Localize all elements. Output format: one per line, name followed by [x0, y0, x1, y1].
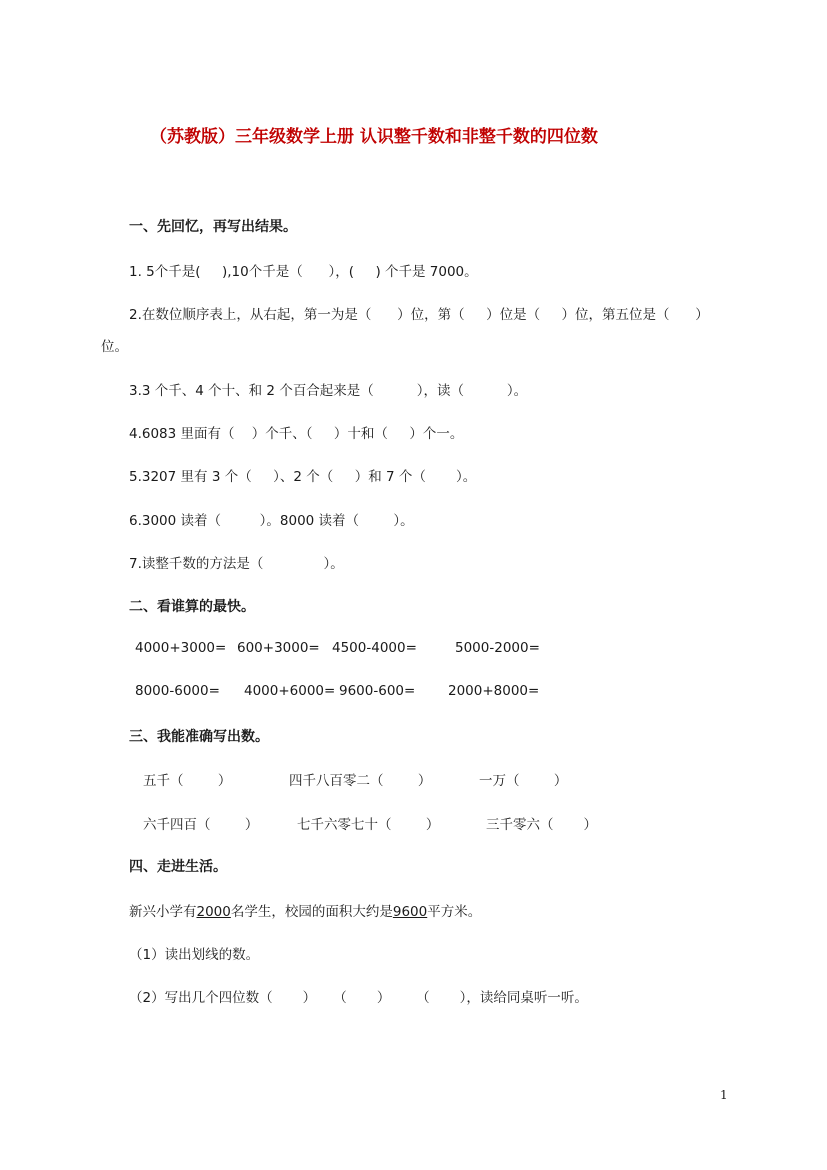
underlined-number: 9600: [392, 904, 428, 920]
question-1-3: 3.3 个千、4 个十、和 2 个百合起来是（ ），读（ ）。: [129, 383, 528, 399]
number-item: 五千（ ）: [143, 773, 232, 789]
section-3-heading: 三、我能准确写出数。: [129, 729, 269, 745]
number-item: 七千六零七十（ ）: [297, 817, 440, 833]
question-4-1: （1）读出划线的数。: [129, 947, 260, 963]
number-item: 六千四百（ ）: [143, 817, 259, 833]
question-1-6: 6.3000 读着（ ）。8000 读着（ ）。: [129, 513, 414, 529]
calc-item: 600+3000=: [237, 640, 320, 656]
number-item: 四千八百零二（ ）: [289, 773, 432, 789]
question-1-2: 2.在数位顺序表上，从右起，第一为是（ ）位，第（ ）位是（ ）位，第五位是（ ）: [129, 307, 709, 323]
calc-item: 4000+6000=: [244, 683, 336, 699]
page-number: 1: [720, 1088, 728, 1102]
calc-item: 9600-600=: [339, 683, 416, 699]
calc-item: 4000+3000=: [135, 640, 227, 656]
intro-text: 平方米。: [427, 904, 482, 920]
question-4-2: （2）写出几个四位数（ ） （ ） （ ），读给同桌听一听。: [129, 990, 588, 1006]
number-item: 三千零六（ ）: [486, 817, 598, 833]
calc-item: 4500-4000=: [332, 640, 417, 656]
calc-item: 2000+8000=: [448, 683, 540, 699]
life-intro: [129, 900, 481, 920]
underlined-number: 2000: [196, 904, 231, 920]
question-1-1: 1. 5个千是( ),10个千是（ ），( ) 个千是 7000。: [129, 264, 478, 280]
section-1-heading: 一、先回忆，再写出结果。: [129, 219, 297, 235]
question-1-5: 5.3207 里有 3 个（ ）、2 个（ ）和 7 个（ ）。: [129, 469, 477, 485]
calc-item: 8000-6000=: [135, 683, 220, 699]
section-2-heading: 二、看谁算的最快。: [129, 599, 255, 615]
question-1-7: 7.读整千数的方法是（ ）。: [129, 556, 344, 572]
question-1-2-continued: 位。: [101, 339, 128, 355]
intro-text: 名学生，校园的面积大约是: [230, 904, 393, 920]
section-4-heading: 四、走进生活。: [129, 859, 227, 875]
question-1-4: 4.6083 里面有（ ）个千、（ ）十和（ ）个一。: [129, 426, 464, 442]
number-item: 一万（ ）: [479, 773, 568, 789]
calc-item: 5000-2000=: [455, 640, 540, 656]
document-title: （苏教版）三年级数学上册 认识整千数和非整千数的四位数: [150, 127, 598, 147]
intro-text: 新兴小学有: [129, 904, 197, 920]
